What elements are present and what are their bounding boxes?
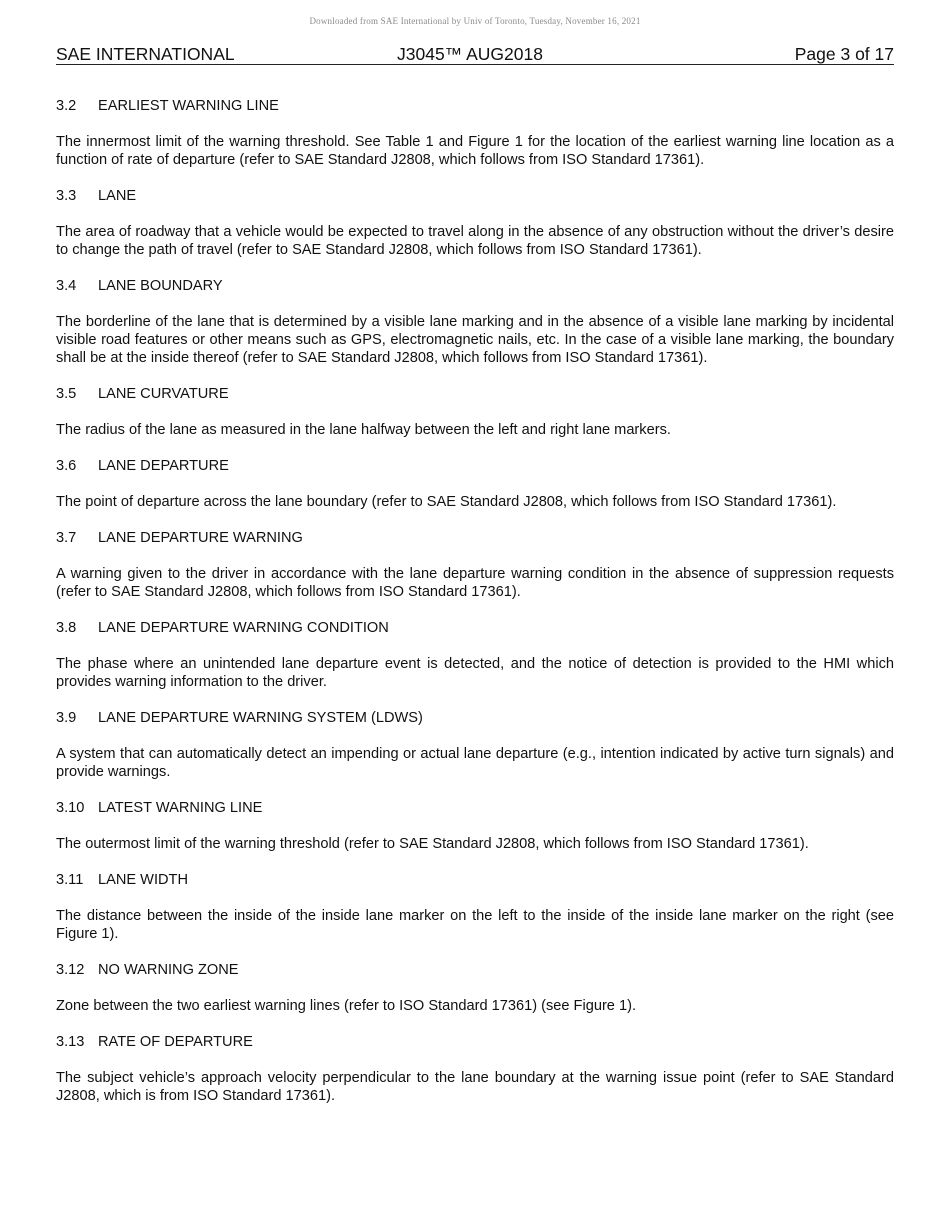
section-3-11 (56, 871, 894, 943)
section-paragraph: The point of departure across the lane boundary (refer to SAE Standard J2808, which follows from ISO Standard 17361). (56, 494, 837, 510)
section-number: 3.10 (56, 800, 85, 816)
download-watermark: Downloaded from SAE International by Univ of Toronto, Tuesday, November 16, 2021 (309, 16, 641, 26)
section-number: 3.7 (56, 530, 77, 546)
section-heading (56, 457, 894, 475)
section-title: LANE (98, 188, 137, 204)
section-number: 3.11 (56, 872, 84, 888)
section-heading (56, 799, 894, 817)
section-number: 3.3 (56, 188, 77, 204)
section-paragraph: The borderline of the lane that is determined by a visible lane marking and in the absence of a visible lane marking by incidental visible road features or other means such as GPS, electromagnetic nails, etc. In the case of a visible lane marking, the boundary shall be at the inside thereof (refer to SAE Standard J2808, which follows from ISO Standard 17361). (56, 314, 894, 366)
section-title: LANE DEPARTURE WARNING SYSTEM (LDWS) (98, 710, 423, 726)
section-title: LANE DEPARTURE WARNING (98, 530, 303, 546)
section-3-7 (56, 529, 894, 601)
section-3-2 (56, 97, 894, 169)
section-heading (56, 961, 894, 979)
section-title: RATE OF DEPARTURE (98, 1034, 253, 1050)
section-paragraph: The innermost limit of the warning threshold. See Table 1 and Figure 1 for the location of the earliest warning line location as a function of rate of departure (refer to SAE Standard J2808, which follows from ISO Standard 17361). (56, 134, 894, 168)
document-body (56, 97, 894, 1123)
section-paragraph: The subject vehicle’s approach velocity perpendicular to the lane boundary at the warning issue point (refer to SAE Standard J2808, which is from ISO Standard 17361). (56, 1070, 894, 1104)
section-number: 3.13 (56, 1034, 85, 1050)
section-paragraph: The phase where an unintended lane departure event is detected, and the notice of detection is provided to the HMI which provides warning information to the driver. (56, 656, 894, 690)
section-heading (56, 277, 894, 295)
section-3-13 (56, 1033, 894, 1105)
section-heading (56, 619, 894, 637)
section-title: LANE DEPARTURE (98, 458, 229, 474)
section-3-6 (56, 457, 894, 511)
section-number: 3.5 (56, 386, 77, 402)
section-number: 3.12 (56, 962, 85, 978)
section-number: 3.6 (56, 458, 77, 474)
section-paragraph: The distance between the inside of the inside lane marker on the left to the inside of the inside lane marker on the right (see Figure 1). (56, 908, 894, 942)
section-3-5 (56, 385, 894, 439)
section-3-8 (56, 619, 894, 691)
section-title: NO WARNING ZONE (98, 962, 239, 978)
section-number: 3.4 (56, 278, 77, 294)
header-page-number: Page 3 of 17 (794, 44, 894, 64)
header-publisher: SAE INTERNATIONAL (56, 44, 235, 64)
section-number: 3.8 (56, 620, 77, 636)
section-title: LANE CURVATURE (98, 386, 229, 402)
section-3-3 (56, 187, 894, 259)
section-title: LANE BOUNDARY (98, 278, 223, 294)
section-number: 3.2 (56, 98, 77, 114)
section-number: 3.9 (56, 710, 77, 726)
section-heading (56, 385, 894, 403)
section-paragraph: A warning given to the driver in accordance with the lane departure warning condition in the absence of suppression requests (refer to SAE Standard J2808, which follows from ISO Standard 17361). (56, 566, 894, 600)
section-heading (56, 187, 894, 205)
section-heading (56, 871, 894, 889)
section-3-10 (56, 799, 894, 853)
section-paragraph: Zone between the two earliest warning lines (refer to ISO Standard 17361) (see Figure 1). (56, 998, 637, 1014)
section-paragraph: A system that can automatically detect an impending or actual lane departure (e.g., intention indicated by active turn signals) and provide warnings. (56, 746, 894, 780)
section-heading (56, 529, 894, 547)
page-header (56, 44, 894, 65)
section-paragraph: The radius of the lane as measured in the lane halfway between the left and right lane markers. (56, 422, 671, 438)
section-title: LATEST WARNING LINE (98, 800, 263, 816)
section-3-9 (56, 709, 894, 781)
section-heading (56, 1033, 894, 1051)
section-title: LANE DEPARTURE WARNING CONDITION (98, 620, 389, 636)
section-heading (56, 97, 894, 115)
section-title: LANE WIDTH (98, 872, 188, 888)
section-paragraph: The outermost limit of the warning threshold (refer to SAE Standard J2808, which follows from ISO Standard 17361). (56, 836, 809, 852)
section-heading (56, 709, 894, 727)
header-document-id: J3045™ AUG2018 (397, 44, 543, 64)
section-3-4 (56, 277, 894, 367)
section-3-12 (56, 961, 894, 1015)
section-title: EARLIEST WARNING LINE (98, 98, 279, 114)
section-paragraph: The area of roadway that a vehicle would be expected to travel along in the absence of any obstruction without the driver’s desire to change the path of travel (refer to SAE Standard J2808, which follows from ISO Standard 17361). (56, 224, 894, 258)
